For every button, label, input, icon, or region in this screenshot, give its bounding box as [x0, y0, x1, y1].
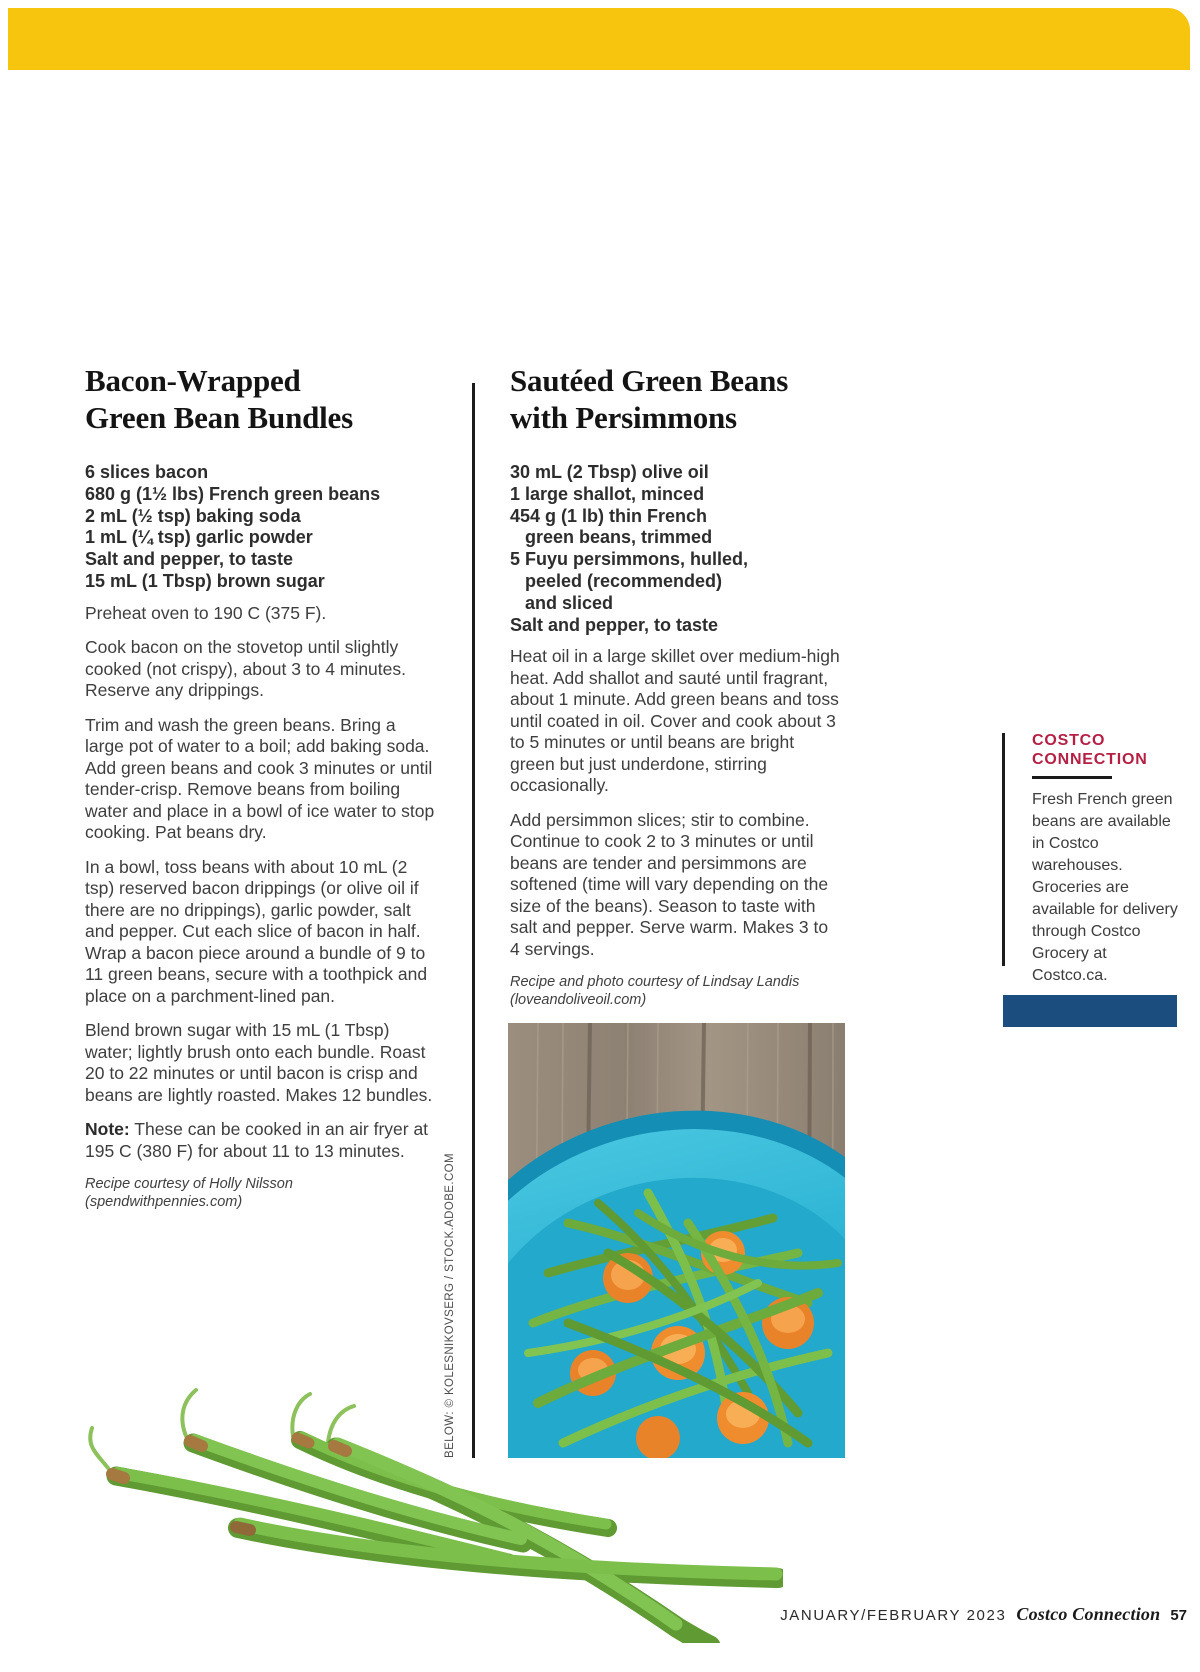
- note-text: These can be cooked in an air fryer at 195 C (380 F) for about 11 to 13 minutes.: [85, 1119, 429, 1161]
- note-label: Note:: [85, 1119, 130, 1140]
- ingredient-line: 454 g (1 lb) thin French: [510, 505, 708, 526]
- recipe-title-line: Sautéed Green Beans: [510, 363, 789, 398]
- costco-connection-heading-line: CONNECTION: [1032, 751, 1148, 768]
- recipe-credit: Recipe and photo courtesy of Lindsay Landis (loveandoliveoil.com): [510, 974, 800, 1009]
- step-paragraph: Trim and wash the green beans. Bring a large pot of water to a boil; add baking soda. Add green beans and cook 3 minutes or until tender-crisp. Remove beans from boiling water and place in a bowl of ice water to stop cooking. Pat beans dry.: [85, 714, 435, 843]
- ingredient-line: 2 mL (½ tsp) baking soda: [85, 505, 301, 526]
- ingredient-line-continued: green beans, trimmed: [525, 527, 713, 548]
- recipe-steps: [85, 603, 437, 1163]
- ingredient-line-continued: and sliced: [525, 592, 614, 613]
- costco-connection-heading: [1032, 731, 1200, 769]
- ingredient-line: 15 mL (1 Tbsp) brown sugar: [85, 570, 325, 591]
- costco-connection-body: Fresh French green beans are available in Costco warehouses. Groceries are available for delivery through Costco Grocery at Costco.ca.: [1032, 791, 1178, 984]
- step-paragraph: Heat oil in a large skillet over medium-high heat. Add shallot and sauté until fragrant, about 1 minute. Add green beans and toss until coated in oil. Cover and cook about 3 to 5 minutes or until beans are bright green but just underdone, stirring occasionally.: [510, 646, 840, 796]
- ingredient-line-continued: peeled (recommended): [525, 570, 723, 591]
- column-divider-rule: [472, 383, 475, 1458]
- note-paragraph: [85, 1119, 437, 1162]
- recipe-title: [510, 362, 842, 436]
- step-paragraph: Cook bacon on the stovetop until slightly cooked (not crispy), about 3 to 4 minutes. Reserve any drippings.: [85, 637, 406, 701]
- step-paragraph: Add persimmon slices; stir to combine. Continue to cook 2 to 3 minutes or until beans are tender and persimmons are softened (time will vary depending on the size of the beans). Season to taste with salt and pepper. Serve warm. Makes 3 to 4 servings.: [510, 809, 829, 959]
- ingredient-line: 5 Fuyu persimmons, hulled,: [510, 549, 749, 570]
- recipe-title-line: Green Bean Bundles: [85, 400, 353, 435]
- recipe-title-line: with Persimmons: [510, 400, 737, 435]
- recipe-title-line: Bacon-Wrapped: [85, 363, 301, 398]
- sidebar-rule-vertical: [1002, 733, 1005, 966]
- footer: [780, 1604, 1187, 1625]
- green-beans-cutout-photo: [78, 1328, 783, 1643]
- ingredient-line: Salt and pepper, to taste: [510, 614, 719, 635]
- ingredient-list: [510, 462, 842, 636]
- ingredient-line: Salt and pepper, to taste: [85, 549, 294, 570]
- recipe-column-left: [85, 362, 437, 1211]
- top-accent-bar: [8, 8, 1190, 70]
- costco-connection-heading-line: COSTCO: [1032, 732, 1106, 749]
- step-paragraph: Blend brown sugar with 15 mL (1 Tbsp) water; lightly brush onto each bundle. Roast 20 to 22 minutes or until bacon is crisp and beans are lightly roasted. Makes 12 bundles.: [85, 1020, 433, 1105]
- footer-magazine-name: Costco Connection: [1016, 1604, 1161, 1624]
- ingredient-list: [85, 462, 437, 593]
- ingredient-line: 1 large shallot, minced: [510, 483, 705, 504]
- recipe-steps: [510, 646, 842, 960]
- ingredient-line: 680 g (1½ lbs) French green beans: [85, 483, 381, 504]
- step-paragraph: Preheat oven to 190 C (375 F).: [85, 602, 327, 623]
- footer-page-number: 57: [1170, 1607, 1187, 1624]
- recipe-credit: Recipe courtesy of Holly Nilsson (spendwithpennies.com): [85, 1176, 293, 1211]
- footer-issue-date: JANUARY/FEBRUARY 2023: [780, 1607, 1007, 1624]
- ingredient-line: 6 slices bacon: [85, 462, 209, 482]
- ingredient-line: 30 mL (2 Tbsp) olive oil: [510, 462, 709, 482]
- ingredient-line: 1 mL (¼ tsp) garlic powder: [85, 527, 313, 548]
- sidebar-rule-horizontal: [1032, 776, 1112, 779]
- step-paragraph: In a bowl, toss beans with about 10 mL (2 tsp) reserved bacon drippings (or olive oil if there are no drippings), garlic powder, salt and pepper. Cut each slice of bacon in half. Wrap a bacon piece around a bundle of 9 to 11 green beans, secure with a toothpick and place on a parchment-lined pan.: [85, 856, 428, 1006]
- recipe-title: [85, 362, 437, 436]
- photo-credit-vertical: BELOW: © KOLESNIKOVSERG / STOCK.ADOBE.COM: [444, 1153, 456, 1458]
- sidebar-blue-bar: [1003, 995, 1177, 1027]
- recipe-column-right: [510, 362, 842, 1009]
